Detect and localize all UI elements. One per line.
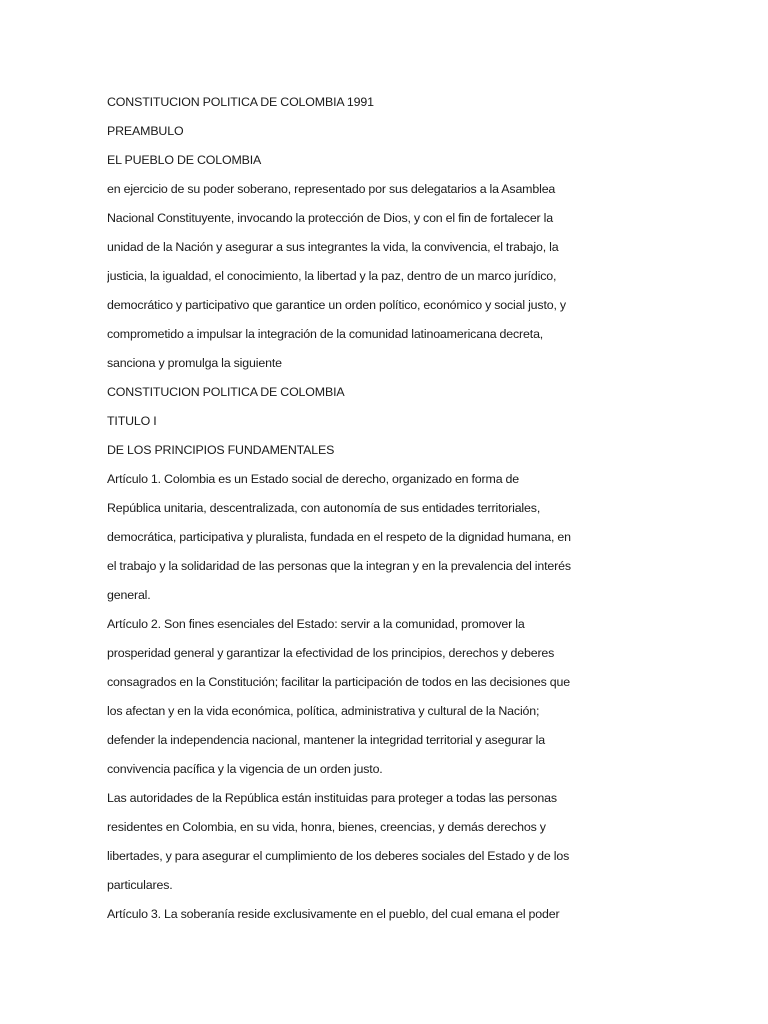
- text-line: convivencia pacífica y la vigencia de un orden justo.: [107, 762, 383, 776]
- text-line: particulares.: [107, 878, 173, 892]
- text-line: democrático y participativo que garantice un orden político, económico y social justo, y: [107, 298, 566, 312]
- document-text: [107, 90, 627, 931]
- text-line: general.: [107, 588, 151, 602]
- section-heading-preambulo: PREAMBULO: [107, 124, 184, 138]
- article-3-line: Artículo 3. La soberanía reside exclusivamente en el pueblo, del cual emana el poder: [107, 907, 560, 921]
- text-line: consagrados en la Constitución; facilitar la participación de todos en las decisiones que: [107, 675, 570, 689]
- text-line: unidad de la Nación y asegurar a sus integrantes la vida, la convivencia, el trabajo, la: [107, 240, 559, 254]
- title-subheading: DE LOS PRINCIPIOS FUNDAMENTALES: [107, 443, 335, 457]
- text-line: residentes en Colombia, en su vida, honra, bienes, creencias, y demás derechos y: [107, 820, 546, 834]
- text-line: defender la independencia nacional, mantener la integridad territorial y asegurar la: [107, 733, 545, 747]
- text-line: Nacional Constituyente, invocando la protección de Dios, y con el fin de fortalecer la: [107, 211, 553, 225]
- text-line: los afectan y en la vida económica, política, administrativa y cultural de la Nación;: [107, 704, 540, 718]
- text-line: libertades, y para asegurar el cumplimiento de los deberes sociales del Estado y de los: [107, 849, 570, 863]
- preamble-subject: EL PUEBLO DE COLOMBIA: [107, 153, 262, 167]
- article-1-line: Artículo 1. Colombia es un Estado social de derecho, organizado en forma de: [107, 472, 520, 486]
- document-title: CONSTITUCION POLITICA DE COLOMBIA 1991: [107, 95, 374, 109]
- text-line: democrática, participativa y pluralista, fundada en el respeto de la dignidad humana, en: [107, 530, 571, 544]
- constitution-heading: CONSTITUCION POLITICA DE COLOMBIA: [107, 385, 345, 399]
- text-line: prosperidad general y garantizar la efectividad de los principios, derechos y deberes: [107, 646, 555, 660]
- title-heading: TITULO I: [107, 414, 157, 428]
- text-line: República unitaria, descentralizada, con autonomía de sus entidades territoriales,: [107, 501, 541, 515]
- article-2-line: Artículo 2. Son fines esenciales del Estado: servir a la comunidad, promover la: [107, 617, 525, 631]
- text-line: sanciona y promulga la siguiente: [107, 356, 282, 370]
- text-line: Las autoridades de la República están instituidas para proteger a todas las personas: [107, 791, 557, 805]
- text-line: en ejercicio de su poder soberano, representado por sus delegatarios a la Asamblea: [107, 182, 556, 196]
- text-line: el trabajo y la solidaridad de las personas que la integran y en la prevalencia del interés: [107, 559, 571, 573]
- text-line: comprometido a impulsar la integración de la comunidad latinoamericana decreta,: [107, 327, 544, 341]
- text-line: justicia, la igualdad, el conocimiento, la libertad y la paz, dentro de un marco jurídico,: [107, 269, 557, 283]
